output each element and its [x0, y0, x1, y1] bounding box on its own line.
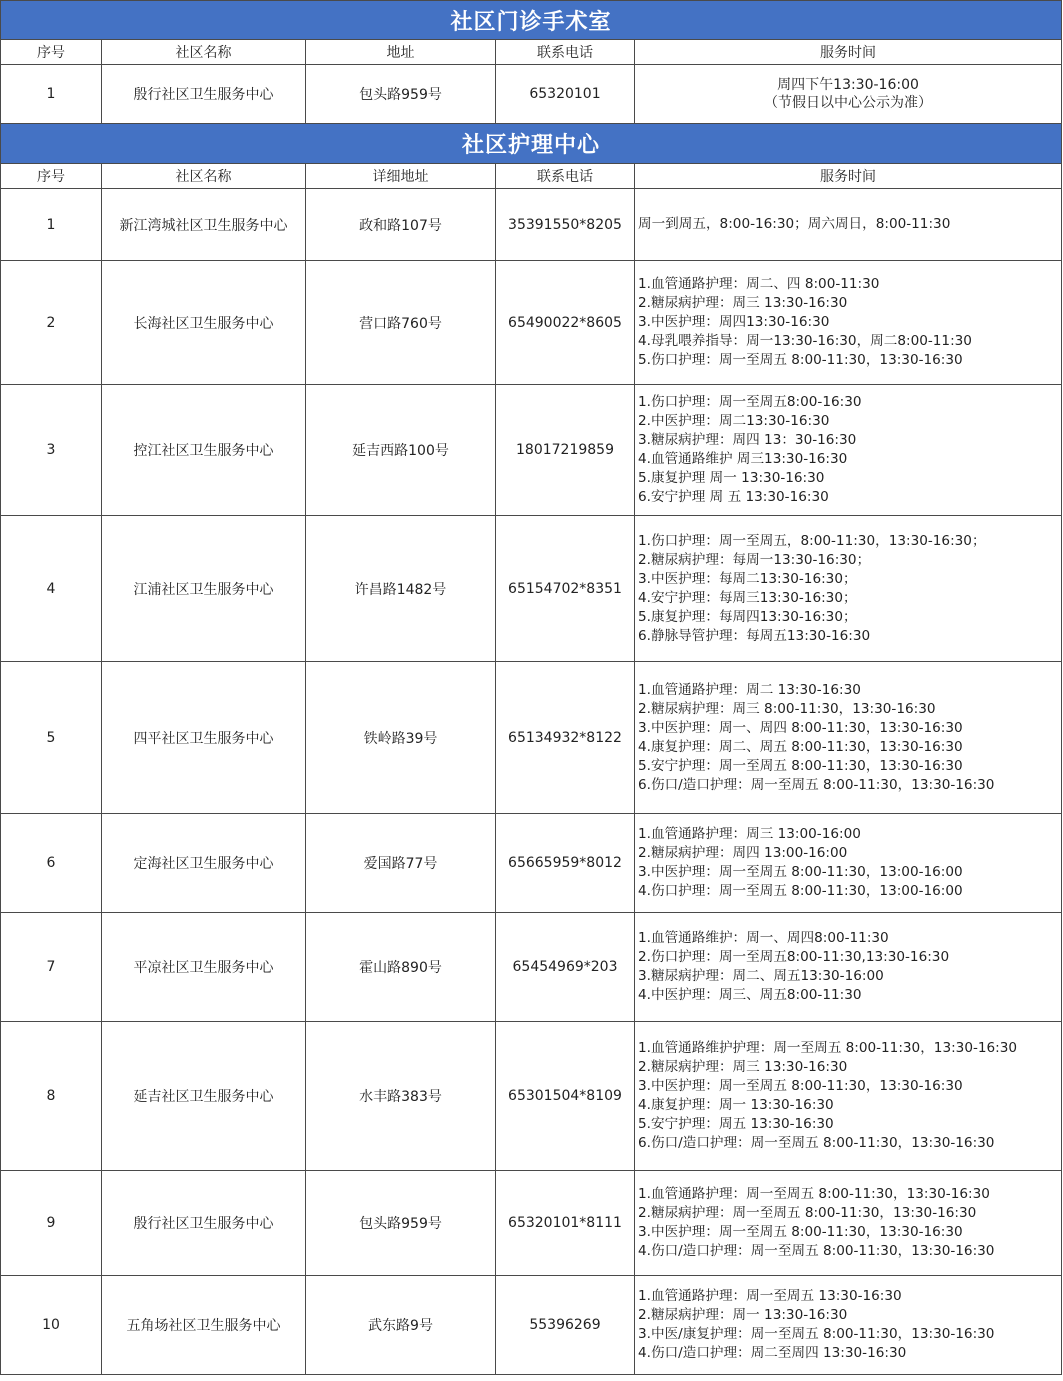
header-no: 序号	[1, 40, 102, 65]
row-service-time: 1.血管通路维护护理：周一至周五 8:00-11:30，13:30-16:30 2.糖尿病护理：周三 13:30-16:30 3.中医护理：周一至周五 8:00-11:30，13:30-16:30 4.康复护理：周一 13:30-16:30 5.安宁护理：周五 13:30-16:30 6.伤口/造口护理：周一至周五 8:00-11:30，13:30-16:30	[635, 1022, 1062, 1171]
table-row	[1, 662, 1062, 814]
table-row	[1, 1276, 1062, 1375]
row-name: 延吉社区卫生服务中心	[102, 1022, 306, 1171]
row-phone: 65134932*8122	[496, 662, 635, 814]
row-address: 铁岭路39号	[306, 662, 496, 814]
row-service-time: 1.伤口护理：周一至周五8:00-16:30 2.中医护理：周二13:30-16:30 3.糖尿病护理：周四 13：30-16:30 4.血管通路维护 周三13:30-16:30 5.康复护理 周一 13:30-16:30 6.安宁护理 周 五 13:30-16:30	[635, 385, 1062, 516]
row-no: 9	[1, 1171, 102, 1276]
row-address: 政和路107号	[306, 189, 496, 261]
header-service-time: 服务时间	[635, 40, 1062, 65]
row-service-time: 1.血管通路护理：周一至周五 8:00-11:30，13:30-16:30 2.糖尿病护理：周一至周五 8:00-11:30，13:30-16:30 3.中医护理：周一至周五 8:00-11:30，13:30-16:30 4.伤口/造口护理：周一至周五 8:00-11:30，13:30-16:30	[635, 1171, 1062, 1276]
row-no: 2	[1, 261, 102, 385]
nursing-header-row	[1, 164, 1062, 189]
nursing-section-title: 社区护理中心	[1, 124, 1062, 164]
row-service-time: 1.血管通路护理：周一至周五 13:30-16:30 2.糖尿病护理：周一 13:30-16:30 3.中医/康复护理：周一至周五 8:00-11:30，13:30-16:30 4.伤口/造口护理：周二至周四 13:30-16:30	[635, 1276, 1062, 1375]
nursing-section-banner	[1, 124, 1062, 164]
table-row	[1, 65, 1062, 124]
row-name: 控江社区卫生服务中心	[102, 385, 306, 516]
row-name: 四平社区卫生服务中心	[102, 662, 306, 814]
row-no: 1	[1, 65, 102, 124]
header-name: 社区名称	[102, 40, 306, 65]
row-no: 10	[1, 1276, 102, 1375]
row-phone: 65320101	[496, 65, 635, 124]
row-address: 延吉西路100号	[306, 385, 496, 516]
row-address: 包头路959号	[306, 1171, 496, 1276]
table-row	[1, 913, 1062, 1022]
row-no: 7	[1, 913, 102, 1022]
header-address: 地址	[306, 40, 496, 65]
header-phone: 联系电话	[496, 40, 635, 65]
header-no: 序号	[1, 164, 102, 189]
row-phone: 65454969*203	[496, 913, 635, 1022]
row-no: 6	[1, 814, 102, 913]
row-no: 4	[1, 516, 102, 662]
surgery-section-title: 社区门诊手术室	[1, 1, 1062, 40]
row-no: 8	[1, 1022, 102, 1171]
header-phone: 联系电话	[496, 164, 635, 189]
row-no: 1	[1, 189, 102, 261]
row-service-time: 1.血管通路护理：周二 13:30-16:30 2.糖尿病护理：周三 8:00-11:30，13:30-16:30 3.中医护理：周一、周四 8:00-11:30，13:30-16:30 4.康复护理：周二、周五 8:00-11:30，13:30-16:30 5.安宁护理：周一至周五 8:00-11:30，13:30-16:30 6.伤口/造口护理：周一至周五 8:00-11:30，13:30-16:30	[635, 662, 1062, 814]
table-row	[1, 516, 1062, 662]
row-service-time: 1.血管通路护理：周二、四 8:00-11:30 2.糖尿病护理：周三 13:30-16:30 3.中医护理：周四13:30-16:30 4.母乳喂养指导：周一13:30-16:30，周二8:00-11:30 5.伤口护理：周一至周五 8:00-11:30，13:30-16:30	[635, 261, 1062, 385]
row-service-time: 1.血管通路维护：周一、周四8:00-11:30 2.伤口护理：周一至周五8:00-11:30,13:30-16:30 3.糖尿病护理：周二、周五13:30-16:00 4.中医护理：周三、周五8:00-11:30	[635, 913, 1062, 1022]
row-service-time: 1.伤口护理：周一至周五，8:00-11:30，13:30-16:30； 2.糖尿病护理：每周一13:30-16:30； 3.中医护理：每周二13:30-16:30； 4.安宁护理：每周三13:30-16:30； 5.康复护理：每周四13:30-16:30； 6.静脉导管护理：每周五13:30-16:30	[635, 516, 1062, 662]
row-name: 长海社区卫生服务中心	[102, 261, 306, 385]
row-phone: 65320101*8111	[496, 1171, 635, 1276]
row-name: 新江湾城社区卫生服务中心	[102, 189, 306, 261]
surgery-section-banner	[1, 1, 1062, 40]
table-row	[1, 261, 1062, 385]
header-service-time: 服务时间	[635, 164, 1062, 189]
row-phone: 18017219859	[496, 385, 635, 516]
row-address: 霍山路890号	[306, 913, 496, 1022]
row-name: 五角场社区卫生服务中心	[102, 1276, 306, 1375]
header-address: 详细地址	[306, 164, 496, 189]
row-name: 平凉社区卫生服务中心	[102, 913, 306, 1022]
row-phone: 35391550*8205	[496, 189, 635, 261]
row-name: 定海社区卫生服务中心	[102, 814, 306, 913]
row-phone: 65665959*8012	[496, 814, 635, 913]
table-row	[1, 1171, 1062, 1276]
row-address: 营口路760号	[306, 261, 496, 385]
table-row	[1, 189, 1062, 261]
row-phone: 65301504*8109	[496, 1022, 635, 1171]
row-name: 殷行社区卫生服务中心	[102, 1171, 306, 1276]
row-address: 水丰路383号	[306, 1022, 496, 1171]
header-name: 社区名称	[102, 164, 306, 189]
row-name: 殷行社区卫生服务中心	[102, 65, 306, 124]
row-service-time: 周一到周五，8:00-16:30；周六周日，8:00-11:30	[635, 189, 1062, 261]
row-address: 许昌路1482号	[306, 516, 496, 662]
row-phone: 65154702*8351	[496, 516, 635, 662]
row-phone: 55396269	[496, 1276, 635, 1375]
table-row	[1, 385, 1062, 516]
table-row	[1, 814, 1062, 913]
surgery-header-row	[1, 40, 1062, 65]
row-address: 爱国路77号	[306, 814, 496, 913]
row-no: 5	[1, 662, 102, 814]
row-no: 3	[1, 385, 102, 516]
row-name: 江浦社区卫生服务中心	[102, 516, 306, 662]
table-row	[1, 1022, 1062, 1171]
row-phone: 65490022*8605	[496, 261, 635, 385]
row-address: 包头路959号	[306, 65, 496, 124]
row-address: 武东路9号	[306, 1276, 496, 1375]
row-service-time: 1.血管通路护理：周三 13:00-16:00 2.糖尿病护理：周四 13:00-16:00 3.中医护理：周一至周五 8:00-11:30，13:00-16:00 4.伤口护理：周一至周五 8:00-11:30，13:00-16:00	[635, 814, 1062, 913]
row-service-time: 周四下午13:30-16:00 （节假日以中心公示为准）	[635, 65, 1062, 124]
